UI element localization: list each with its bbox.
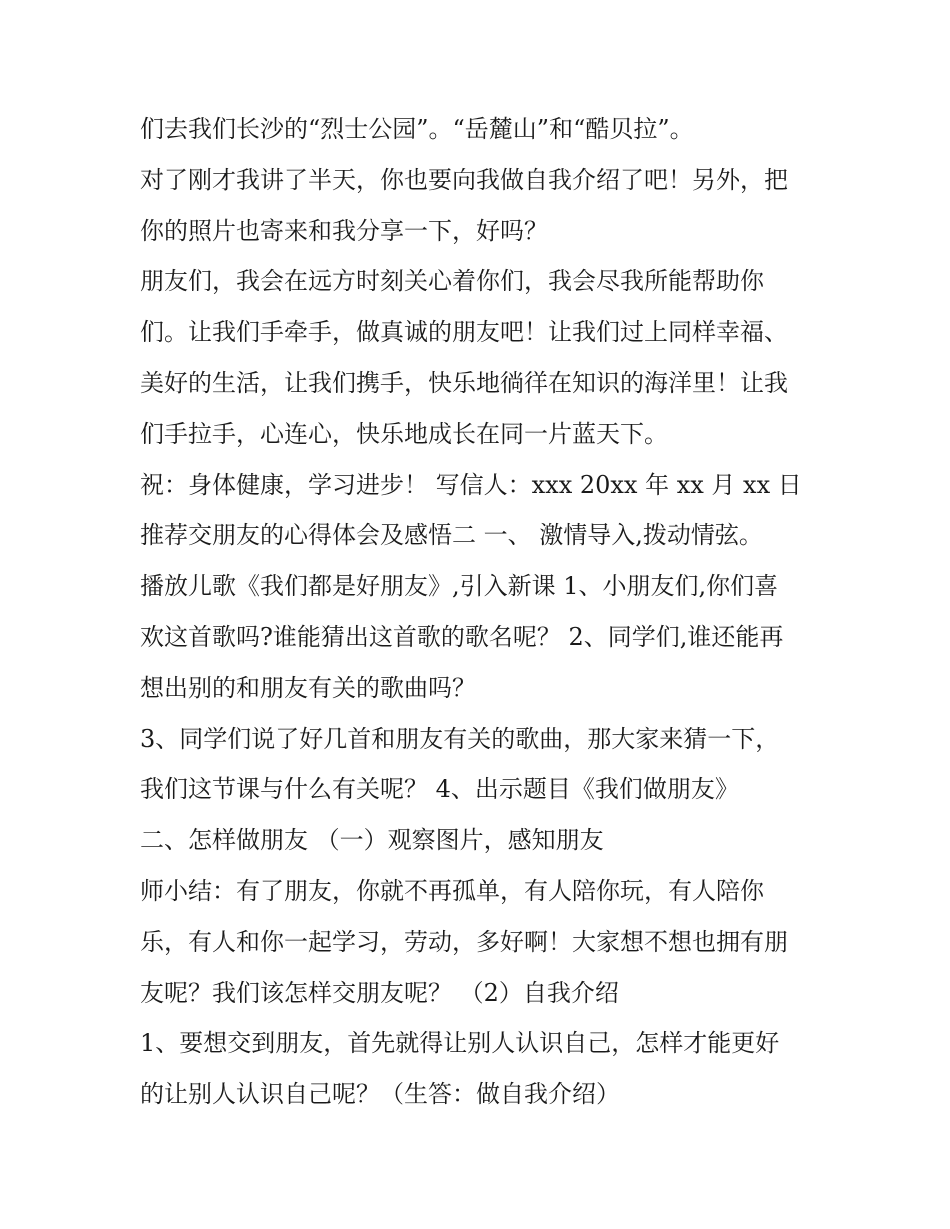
text-line: 播放儿歌《我们都是好朋友》,引入新课 1、小朋友们,你们喜 bbox=[140, 572, 779, 601]
text-line: 对了刚才我讲了半天，你也要向我做自我介绍了吧！另外，把 bbox=[140, 165, 788, 194]
text-line: 美好的生活，让我们携手，快乐地徜徉在知识的海洋里！让我 bbox=[140, 368, 788, 397]
section-heading-line: 推荐交朋友的心得体会及感悟二 一、 激情导入,拨动情弦。 bbox=[140, 521, 763, 550]
text-line: 乐，有人和你一起学习，劳动，多好啊！大家想不想也拥有朋 bbox=[140, 927, 788, 956]
text-line: 3、同学们说了好几首和朋友有关的歌曲，那大家来猜一下， bbox=[140, 724, 780, 753]
document-body bbox=[140, 104, 830, 1120]
text-line: 们。让我们手牵手，做真诚的朋友吧！让我们过上同样幸福、 bbox=[140, 318, 788, 347]
text-line: 1、要想交到朋友，首先就得让别人认识自己，怎样才能更好 bbox=[140, 1029, 780, 1058]
section-heading-line: 二、怎样做朋友 （一）观察图片，感知朋友 bbox=[140, 826, 604, 855]
text-line: 朋友们，我会在远方时刻关心着你们，我会尽我所能帮助你 bbox=[140, 267, 764, 296]
signature-line: 祝：身体健康，学习进步！ 写信人：xxx 20xx 年 xx 月 xx 日 bbox=[140, 470, 802, 499]
text-line: 们手拉手，心连心，快乐地成长在同一片蓝天下。 bbox=[140, 419, 668, 448]
text-line: 我们这节课与什么有关呢？ 4、出示题目《我们做朋友》 bbox=[140, 775, 739, 804]
text-line: 想出别的和朋友有关的歌曲吗？ bbox=[140, 673, 476, 702]
text-line: 师小结：有了朋友，你就不再孤单，有人陪你玩，有人陪你 bbox=[140, 876, 764, 905]
text-line: 友呢？我们该怎样交朋友呢？ （2）自我介绍 bbox=[140, 978, 619, 1007]
text-line: 你的照片也寄来和我分享一下，好吗？ bbox=[140, 216, 548, 245]
text-line: 们去我们长沙的“烈士公园”。“岳麓山”和“酷贝拉”。 bbox=[140, 115, 694, 143]
text-line: 欢这首歌吗?谁能猜出这首歌的歌名呢？ 2、同学们,谁还能再 bbox=[140, 622, 784, 651]
text-line: 的让别人认识自己呢？（生答：做自我介绍） bbox=[140, 1080, 620, 1109]
